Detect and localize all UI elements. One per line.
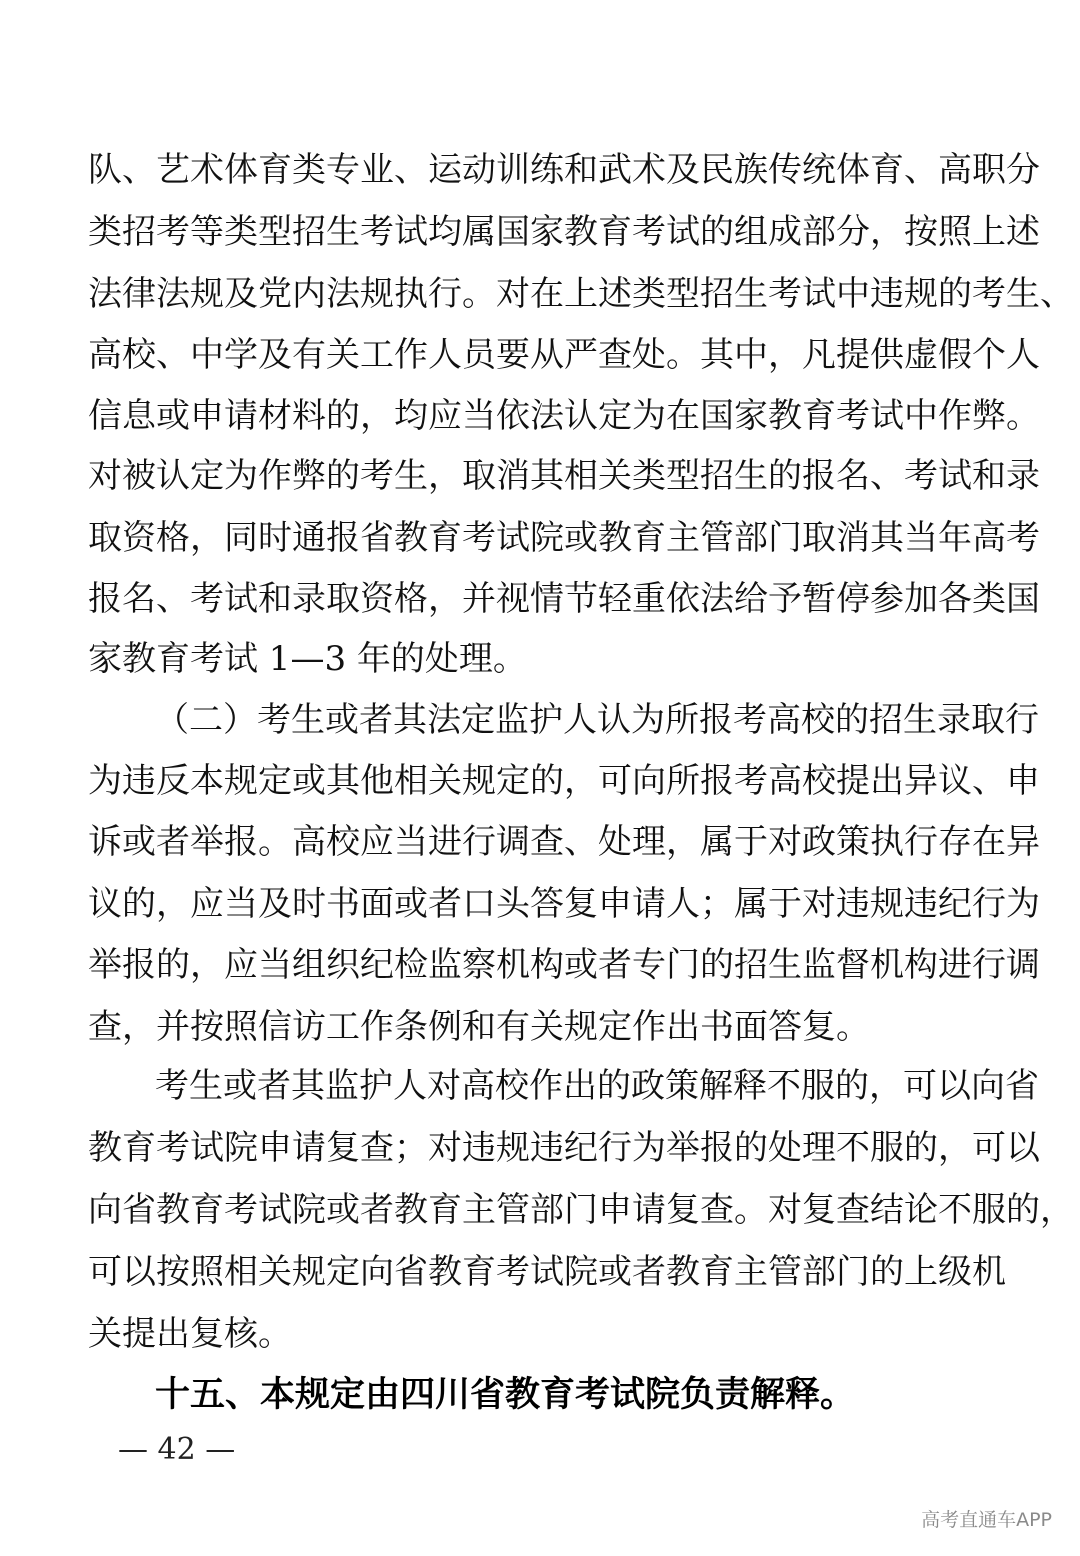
text-line: 向省教育考试院或者教育主管部门申请复查。对复查结论不服的，	[88, 1190, 1074, 1230]
watermark: 高考直通车APP	[921, 1509, 1052, 1531]
text-line: 队、艺术体育类专业、运动训练和武术及民族传统体育、高职分	[88, 150, 1040, 190]
text-line: 为违反本规定或其他相关规定的，可向所报考高校提出异议、申	[88, 761, 1040, 801]
text-line: 对被认定为作弊的考生，取消其相关类型招生的报名、考试和录	[88, 456, 1040, 496]
text-line: 法律法规及党内法规执行。对在上述类型招生考试中违规的考生、	[88, 274, 1074, 314]
section-heading: 十五、本规定由四川省教育考试院负责解释。	[155, 1375, 856, 1415]
text-line: 教育考试院申请复查；对违规违纪行为举报的处理不服的，可以	[88, 1128, 1040, 1168]
text-line: 取资格，同时通报省教育考试院或教育主管部门取消其当年高考	[88, 518, 1040, 558]
text-line: 查，并按照信访工作条例和有关规定作出书面答复。	[88, 1007, 870, 1047]
text-line: 考生或者其监护人对高校作出的政策解释不服的，可以向省	[155, 1066, 1039, 1106]
text-line: （二）考生或者其法定监护人认为所报考高校的招生录取行	[155, 700, 1039, 740]
text-line: 关提出复核。	[88, 1314, 292, 1354]
text-line: 家教育考试 1—3 年的处理。	[88, 639, 527, 679]
page-number: — 42 —	[118, 1432, 236, 1467]
text-line: 举报的，应当组织纪检监察机构或者专门的招生监督机构进行调	[88, 945, 1040, 985]
text-line: 可以按照相关规定向省教育考试院或者教育主管部门的上级机	[88, 1252, 1006, 1292]
text-line: 信息或申请材料的，均应当依法认定为在国家教育考试中作弊。	[88, 396, 1040, 436]
text-line: 议的，应当及时书面或者口头答复申请人；属于对违规违纪行为	[88, 884, 1040, 924]
text-line: 报名、考试和录取资格，并视情节轻重依法给予暂停参加各类国	[88, 579, 1040, 619]
text-line: 诉或者举报。高校应当进行调查、处理，属于对政策执行存在异	[88, 822, 1040, 862]
text-line: 类招考等类型招生考试均属国家教育考试的组成部分，按照上述	[88, 212, 1040, 252]
text-line: 高校、中学及有关工作人员要从严查处。其中，凡提供虚假个人	[88, 335, 1040, 375]
